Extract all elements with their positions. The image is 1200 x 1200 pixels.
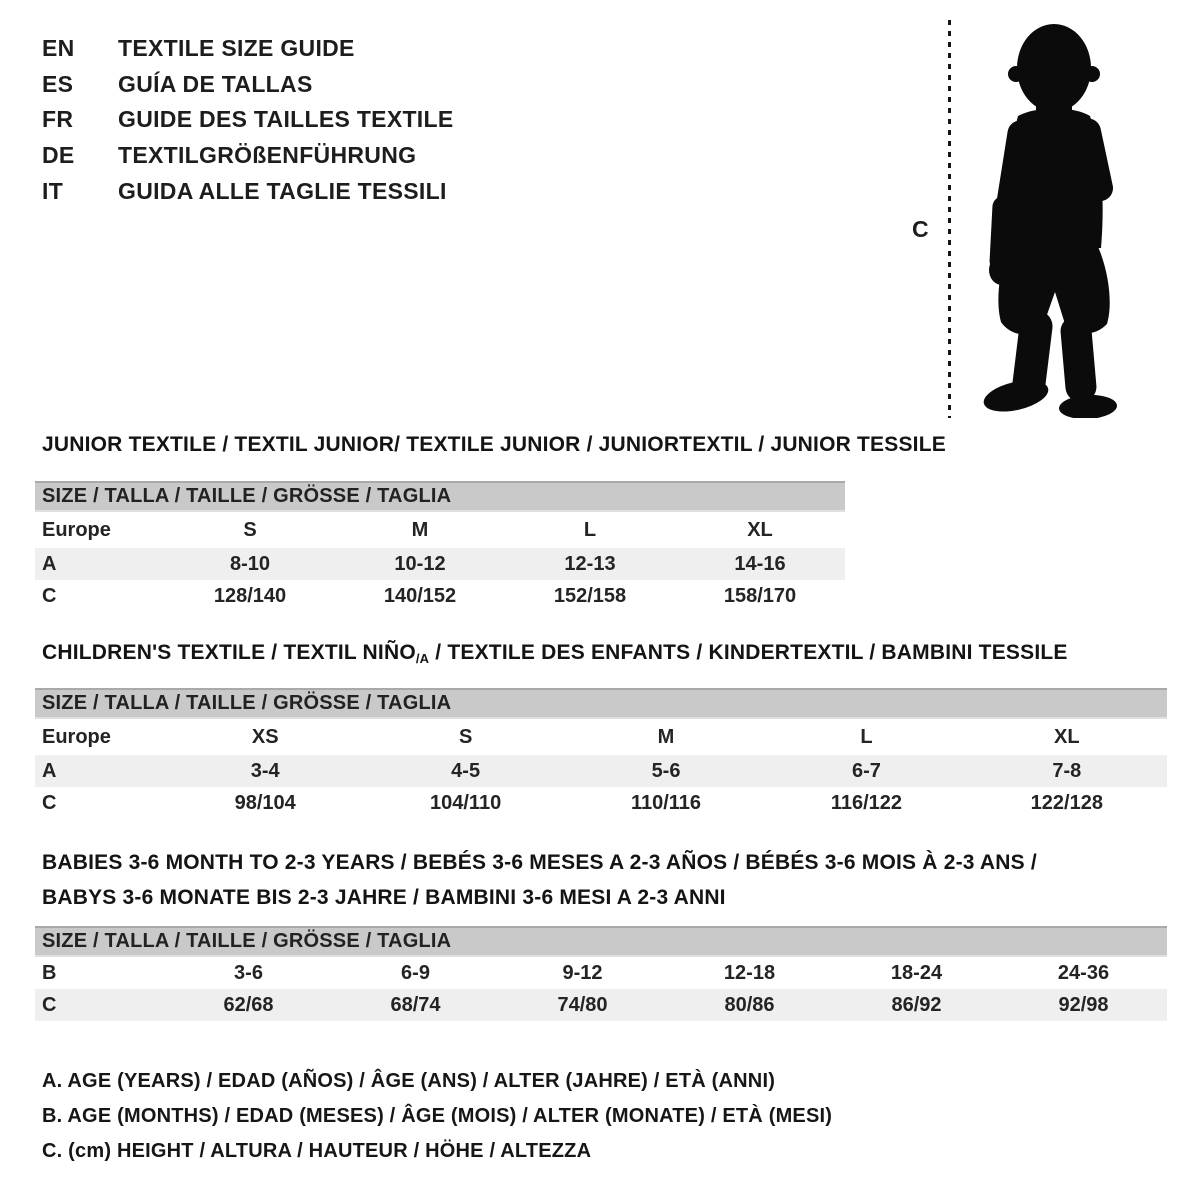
children-height-value: 110/116 — [630, 791, 702, 814]
children-height-value: 116/122 — [830, 791, 903, 814]
children-size-table — [35, 688, 1167, 819]
lang-title-de: TEXTILGRÖßENFÜHRUNG — [118, 142, 417, 169]
junior-row-age-label: A — [42, 552, 57, 575]
junior-age-value: 14-16 — [734, 552, 786, 575]
junior-row-height — [35, 580, 845, 612]
lang-code-de: DE — [42, 142, 75, 169]
lang-title-fr: GUIDE DES TAILLES TEXTILE — [118, 106, 454, 133]
junior-age-value: 8-10 — [229, 552, 271, 575]
babies-row-height-label: C — [42, 993, 57, 1016]
children-size-l: L — [860, 725, 873, 748]
children-height-value: 98/104 — [234, 791, 296, 814]
junior-size-xl: XL — [747, 518, 773, 541]
lang-row-en — [42, 31, 454, 67]
children-age-value: 5-6 — [651, 759, 681, 782]
lang-row-es — [42, 67, 454, 103]
junior-height-value: 128/140 — [213, 584, 287, 607]
junior-height-value: 140/152 — [383, 584, 457, 607]
children-row-height — [35, 787, 1167, 819]
junior-height-value: 152/158 — [553, 584, 627, 607]
lang-code-fr: FR — [42, 106, 74, 133]
babies-height-value: 68/74 — [390, 993, 441, 1016]
babies-height-value: 86/92 — [891, 993, 942, 1016]
lang-code-en: EN — [42, 35, 75, 62]
children-size-s: S — [458, 725, 473, 748]
language-title-block — [42, 31, 454, 209]
babies-months-value: 9-12 — [562, 961, 603, 984]
babies-row-months — [35, 957, 1167, 989]
junior-size-table — [35, 481, 845, 612]
children-row-height-label: C — [42, 791, 57, 814]
junior-size-header-bar: SIZE / TALLA / TAILLE / GRÖSSE / TAGLIA — [35, 481, 845, 512]
babies-height-value: 74/80 — [557, 993, 608, 1016]
lang-title-en: TEXTILE SIZE GUIDE — [118, 35, 355, 62]
junior-region-label: Europe — [42, 518, 111, 541]
babies-row-height — [35, 989, 1167, 1021]
lang-code-es: ES — [42, 70, 74, 97]
junior-size-s: S — [243, 518, 257, 541]
lang-title-es: GUÍA DE TALLAS — [118, 70, 313, 97]
children-title-subscript: /A — [415, 651, 430, 666]
children-size-m: M — [657, 725, 675, 748]
children-age-value: 4-5 — [451, 759, 481, 782]
junior-section-title: JUNIOR TEXTILE / TEXTIL JUNIOR/ TEXTILE JUNIOR / JUNIORTEXTIL / JUNIOR TESSILE — [42, 433, 946, 456]
junior-columns-row — [35, 512, 845, 548]
height-measure-label: C — [912, 216, 929, 242]
babies-months-value: 3-6 — [234, 961, 263, 984]
note-height-cm: C. (cm) HEIGHT / ALTURA / HAUTEUR / HÖHE / ALTEZZA — [42, 1140, 592, 1162]
children-height-value: 104/110 — [430, 791, 502, 814]
babies-title-line1: BABIES 3-6 MONTH TO 2-3 YEARS / BEBÉS 3-6 MESES A 2-3 AÑOS / BÉBÉS 3-6 MOIS À 2-3 ANS / — [42, 851, 1037, 874]
children-age-value: 3-4 — [250, 759, 280, 782]
babies-height-value: 80/86 — [724, 993, 775, 1016]
children-title-pre: CHILDREN'S TEXTILE / TEXTIL NIÑO — [42, 641, 416, 664]
note-age-years: A. AGE (YEARS) / EDAD (AÑOS) / ÂGE (ANS) / ALTER (JAHRE) / ETÀ (ANNI) — [42, 1070, 776, 1092]
lang-row-de — [42, 138, 454, 174]
children-size-header-bar: SIZE / TALLA / TAILLE / GRÖSSE / TAGLIA — [35, 688, 1167, 719]
note-age-months: B. AGE (MONTHS) / EDAD (MESES) / ÂGE (MOIS) / ALTER (MONATE) / ETÀ (MESI) — [42, 1105, 833, 1127]
children-title-post: / TEXTILE DES ENFANTS / KINDERTEXTIL / BAMBINI TESSILE — [429, 641, 1068, 664]
height-dashed-line — [948, 20, 951, 418]
children-size-xs: XS — [251, 725, 279, 748]
toddler-silhouette — [964, 18, 1140, 418]
legend-notes — [42, 1064, 832, 1169]
children-age-value: 6-7 — [851, 759, 881, 782]
children-age-value: 7-8 — [1052, 759, 1082, 782]
junior-row-age — [35, 548, 845, 580]
babies-months-value: 12-18 — [723, 961, 776, 984]
children-section-title — [42, 641, 1068, 666]
babies-row-months-label: B — [42, 961, 57, 984]
babies-months-value: 24-36 — [1057, 961, 1110, 984]
babies-size-table — [35, 926, 1167, 1021]
junior-size-m: M — [411, 518, 429, 541]
children-row-age-label: A — [42, 759, 57, 782]
children-row-age — [35, 755, 1167, 787]
measurement-figure — [900, 14, 1162, 424]
lang-row-it — [42, 173, 454, 209]
junior-row-height-label: C — [42, 584, 57, 607]
children-columns-row — [35, 719, 1167, 755]
babies-height-value: 62/68 — [223, 993, 274, 1016]
babies-size-header-bar: SIZE / TALLA / TAILLE / GRÖSSE / TAGLIA — [35, 926, 1167, 957]
junior-age-value: 10-12 — [394, 552, 446, 575]
babies-height-value: 92/98 — [1058, 993, 1109, 1016]
junior-size-l: L — [583, 518, 597, 541]
babies-months-value: 18-24 — [890, 961, 943, 984]
junior-age-value: 12-13 — [564, 552, 616, 575]
babies-title-line2: BABYS 3-6 MONATE BIS 2-3 JAHRE / BAMBINI 3-6 MESI A 2-3 ANNI — [42, 886, 726, 909]
junior-height-value: 158/170 — [723, 584, 797, 607]
babies-months-value: 6-9 — [401, 961, 430, 984]
lang-row-fr — [42, 102, 454, 138]
children-height-value: 122/128 — [1030, 791, 1103, 814]
children-size-xl: XL — [1054, 725, 1080, 748]
babies-section-title — [42, 845, 1037, 915]
lang-code-it: IT — [42, 177, 64, 204]
children-region-label: Europe — [42, 725, 111, 748]
lang-title-it: GUIDA ALLE TAGLIE TESSILI — [118, 177, 447, 204]
